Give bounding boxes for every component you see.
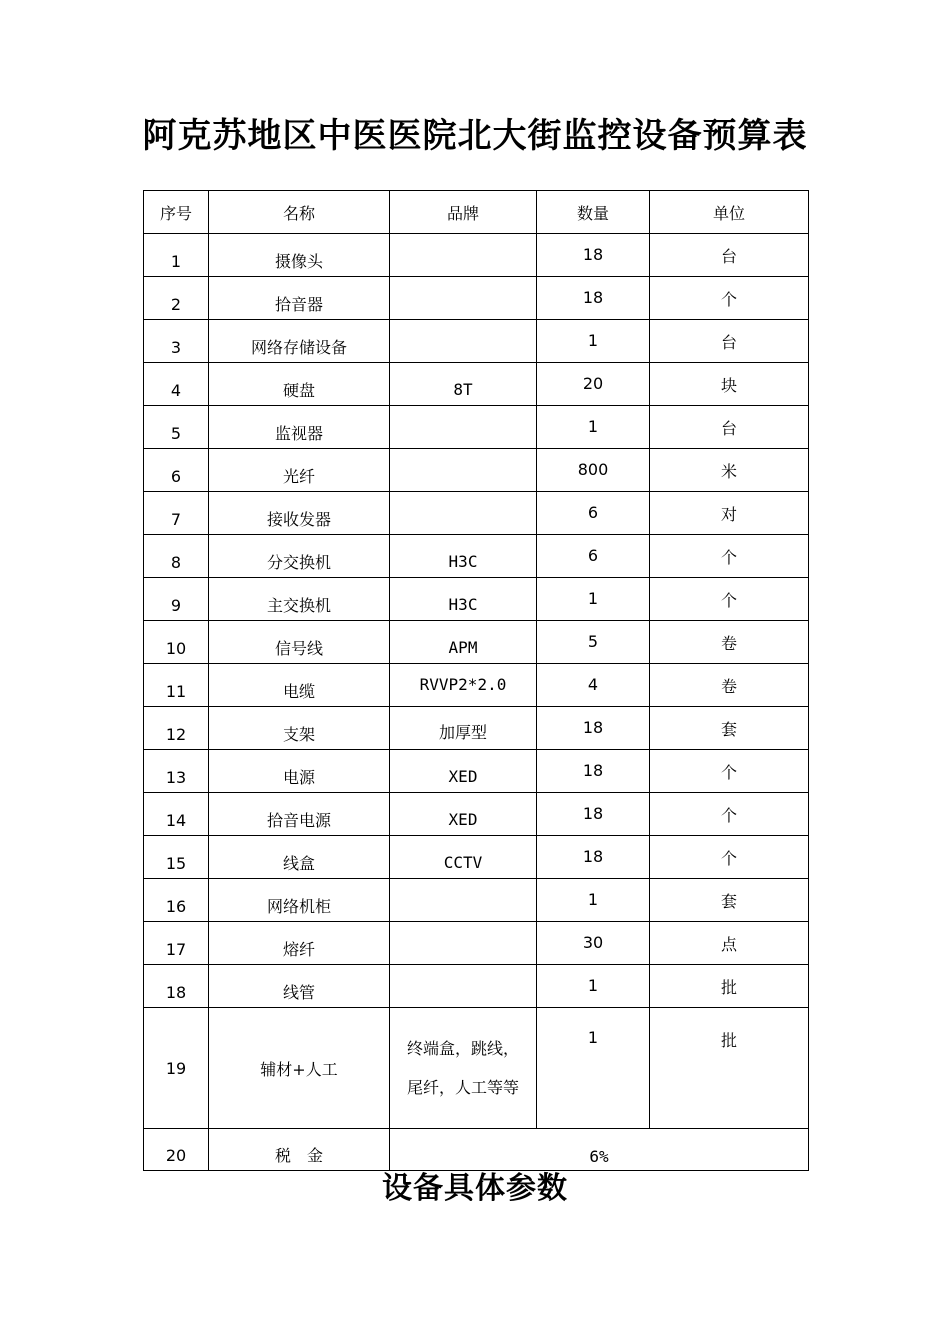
row-qty: 18 — [537, 793, 650, 836]
row-no: 19 — [144, 1008, 209, 1129]
header-brand: 品牌 — [390, 191, 537, 234]
table-row — [144, 707, 809, 750]
row-name: 硬盘 — [209, 363, 390, 406]
row-no: 16 — [144, 879, 209, 922]
row-qty: 800 — [537, 449, 650, 492]
row-no: 5 — [144, 406, 209, 449]
row-no: 9 — [144, 578, 209, 621]
row-qty: 18 — [537, 707, 650, 750]
row-unit: 卷 — [650, 621, 809, 664]
row-name: 网络存储设备 — [209, 320, 390, 363]
row-qty: 1 — [537, 1008, 650, 1129]
row-name: 监视器 — [209, 406, 390, 449]
table-row — [144, 406, 809, 449]
row-qty: 18 — [537, 836, 650, 879]
row-name: 电源 — [209, 750, 390, 793]
row-qty: 20 — [537, 363, 650, 406]
row-unit: 台 — [650, 320, 809, 363]
row-no: 13 — [144, 750, 209, 793]
row-name: 支架 — [209, 707, 390, 750]
row-name: 摄像头 — [209, 234, 390, 277]
row-qty: 18 — [537, 277, 650, 320]
row-brand — [390, 492, 537, 535]
section-subtitle: 设备具体参数 — [382, 1171, 568, 1206]
row-qty: 4 — [537, 664, 650, 707]
row-brand — [390, 234, 537, 277]
table-row — [144, 621, 809, 664]
row-no: 18 — [144, 965, 209, 1008]
row-no: 6 — [144, 449, 209, 492]
tax-row-name: 税 金 — [209, 1129, 390, 1171]
table-row — [144, 535, 809, 578]
row-brand: H3C — [390, 578, 537, 621]
row-no: 14 — [144, 793, 209, 836]
table-row — [144, 578, 809, 621]
row-unit: 个 — [650, 750, 809, 793]
table-row — [144, 750, 809, 793]
table-row — [144, 879, 809, 922]
row-name: 接收发器 — [209, 492, 390, 535]
row-qty: 18 — [537, 234, 650, 277]
row-brand: 终端盒，跳线，尾纤，人工等等 — [390, 1008, 537, 1129]
row-name: 线盒 — [209, 836, 390, 879]
row-name: 信号线 — [209, 621, 390, 664]
row-qty: 5 — [537, 621, 650, 664]
tax-row-value: 6% — [390, 1129, 809, 1171]
row-qty: 6 — [537, 535, 650, 578]
row-name: 辅材+人工 — [209, 1008, 390, 1129]
row-qty: 1 — [537, 320, 650, 363]
row-no: 1 — [144, 234, 209, 277]
row-name: 网络机柜 — [209, 879, 390, 922]
row-unit: 个 — [650, 277, 809, 320]
row-no: 17 — [144, 922, 209, 965]
row-qty: 1 — [537, 578, 650, 621]
budget-table — [143, 190, 809, 1171]
row-no: 2 — [144, 277, 209, 320]
row-unit: 卷 — [650, 664, 809, 707]
table-row — [144, 234, 809, 277]
row-no: 7 — [144, 492, 209, 535]
row-qty: 1 — [537, 879, 650, 922]
row-no: 15 — [144, 836, 209, 879]
row-brand — [390, 406, 537, 449]
table-row — [144, 449, 809, 492]
row-no: 4 — [144, 363, 209, 406]
row-brand — [390, 277, 537, 320]
row-unit: 台 — [650, 406, 809, 449]
table-row — [144, 492, 809, 535]
row-name: 光纤 — [209, 449, 390, 492]
row-unit: 批 — [650, 965, 809, 1008]
row-brand: RVVP2*2.0 — [390, 664, 537, 707]
table-row — [144, 793, 809, 836]
row-brand: APM — [390, 621, 537, 664]
row-qty: 1 — [537, 965, 650, 1008]
table-row — [144, 277, 809, 320]
row-unit: 台 — [650, 234, 809, 277]
row-brand: XED — [390, 793, 537, 836]
row-brand — [390, 965, 537, 1008]
page-title: 阿克苏地区中医医院北大街监控设备预算表 — [142, 116, 808, 156]
header-unit: 单位 — [650, 191, 809, 234]
row-brand — [390, 922, 537, 965]
row-qty: 6 — [537, 492, 650, 535]
row-brand: 8T — [390, 363, 537, 406]
row-name: 拾音电源 — [209, 793, 390, 836]
table-row — [144, 320, 809, 363]
row-unit: 个 — [650, 793, 809, 836]
row-unit: 块 — [650, 363, 809, 406]
tax-row — [144, 1129, 809, 1171]
row-no: 3 — [144, 320, 209, 363]
table-row — [144, 965, 809, 1008]
row-brand — [390, 449, 537, 492]
row-no: 10 — [144, 621, 209, 664]
row-qty: 30 — [537, 922, 650, 965]
row-unit: 点 — [650, 922, 809, 965]
row-brand: CCTV — [390, 836, 537, 879]
row-name: 线管 — [209, 965, 390, 1008]
header-name: 名称 — [209, 191, 390, 234]
table-row — [144, 836, 809, 879]
row-qty: 1 — [537, 406, 650, 449]
row-name: 分交换机 — [209, 535, 390, 578]
header-no: 序号 — [144, 191, 209, 234]
table-row — [144, 664, 809, 707]
table-header-row — [144, 191, 809, 234]
row-brand — [390, 320, 537, 363]
row-no: 12 — [144, 707, 209, 750]
tax-row-no: 20 — [144, 1129, 209, 1171]
row-unit: 个 — [650, 535, 809, 578]
table-row — [144, 1008, 809, 1129]
header-qty: 数量 — [537, 191, 650, 234]
row-brand: H3C — [390, 535, 537, 578]
row-no: 8 — [144, 535, 209, 578]
row-unit: 个 — [650, 836, 809, 879]
row-qty: 18 — [537, 750, 650, 793]
row-name: 电缆 — [209, 664, 390, 707]
row-unit: 对 — [650, 492, 809, 535]
row-brand: 加厚型 — [390, 707, 537, 750]
row-name: 拾音器 — [209, 277, 390, 320]
row-name: 主交换机 — [209, 578, 390, 621]
row-unit: 个 — [650, 578, 809, 621]
row-no: 11 — [144, 664, 209, 707]
table-row — [144, 363, 809, 406]
row-unit: 套 — [650, 707, 809, 750]
row-brand: XED — [390, 750, 537, 793]
row-unit: 米 — [650, 449, 809, 492]
row-name: 熔纤 — [209, 922, 390, 965]
row-unit: 套 — [650, 879, 809, 922]
table-row — [144, 922, 809, 965]
row-brand — [390, 879, 537, 922]
row-unit: 批 — [650, 1008, 809, 1129]
